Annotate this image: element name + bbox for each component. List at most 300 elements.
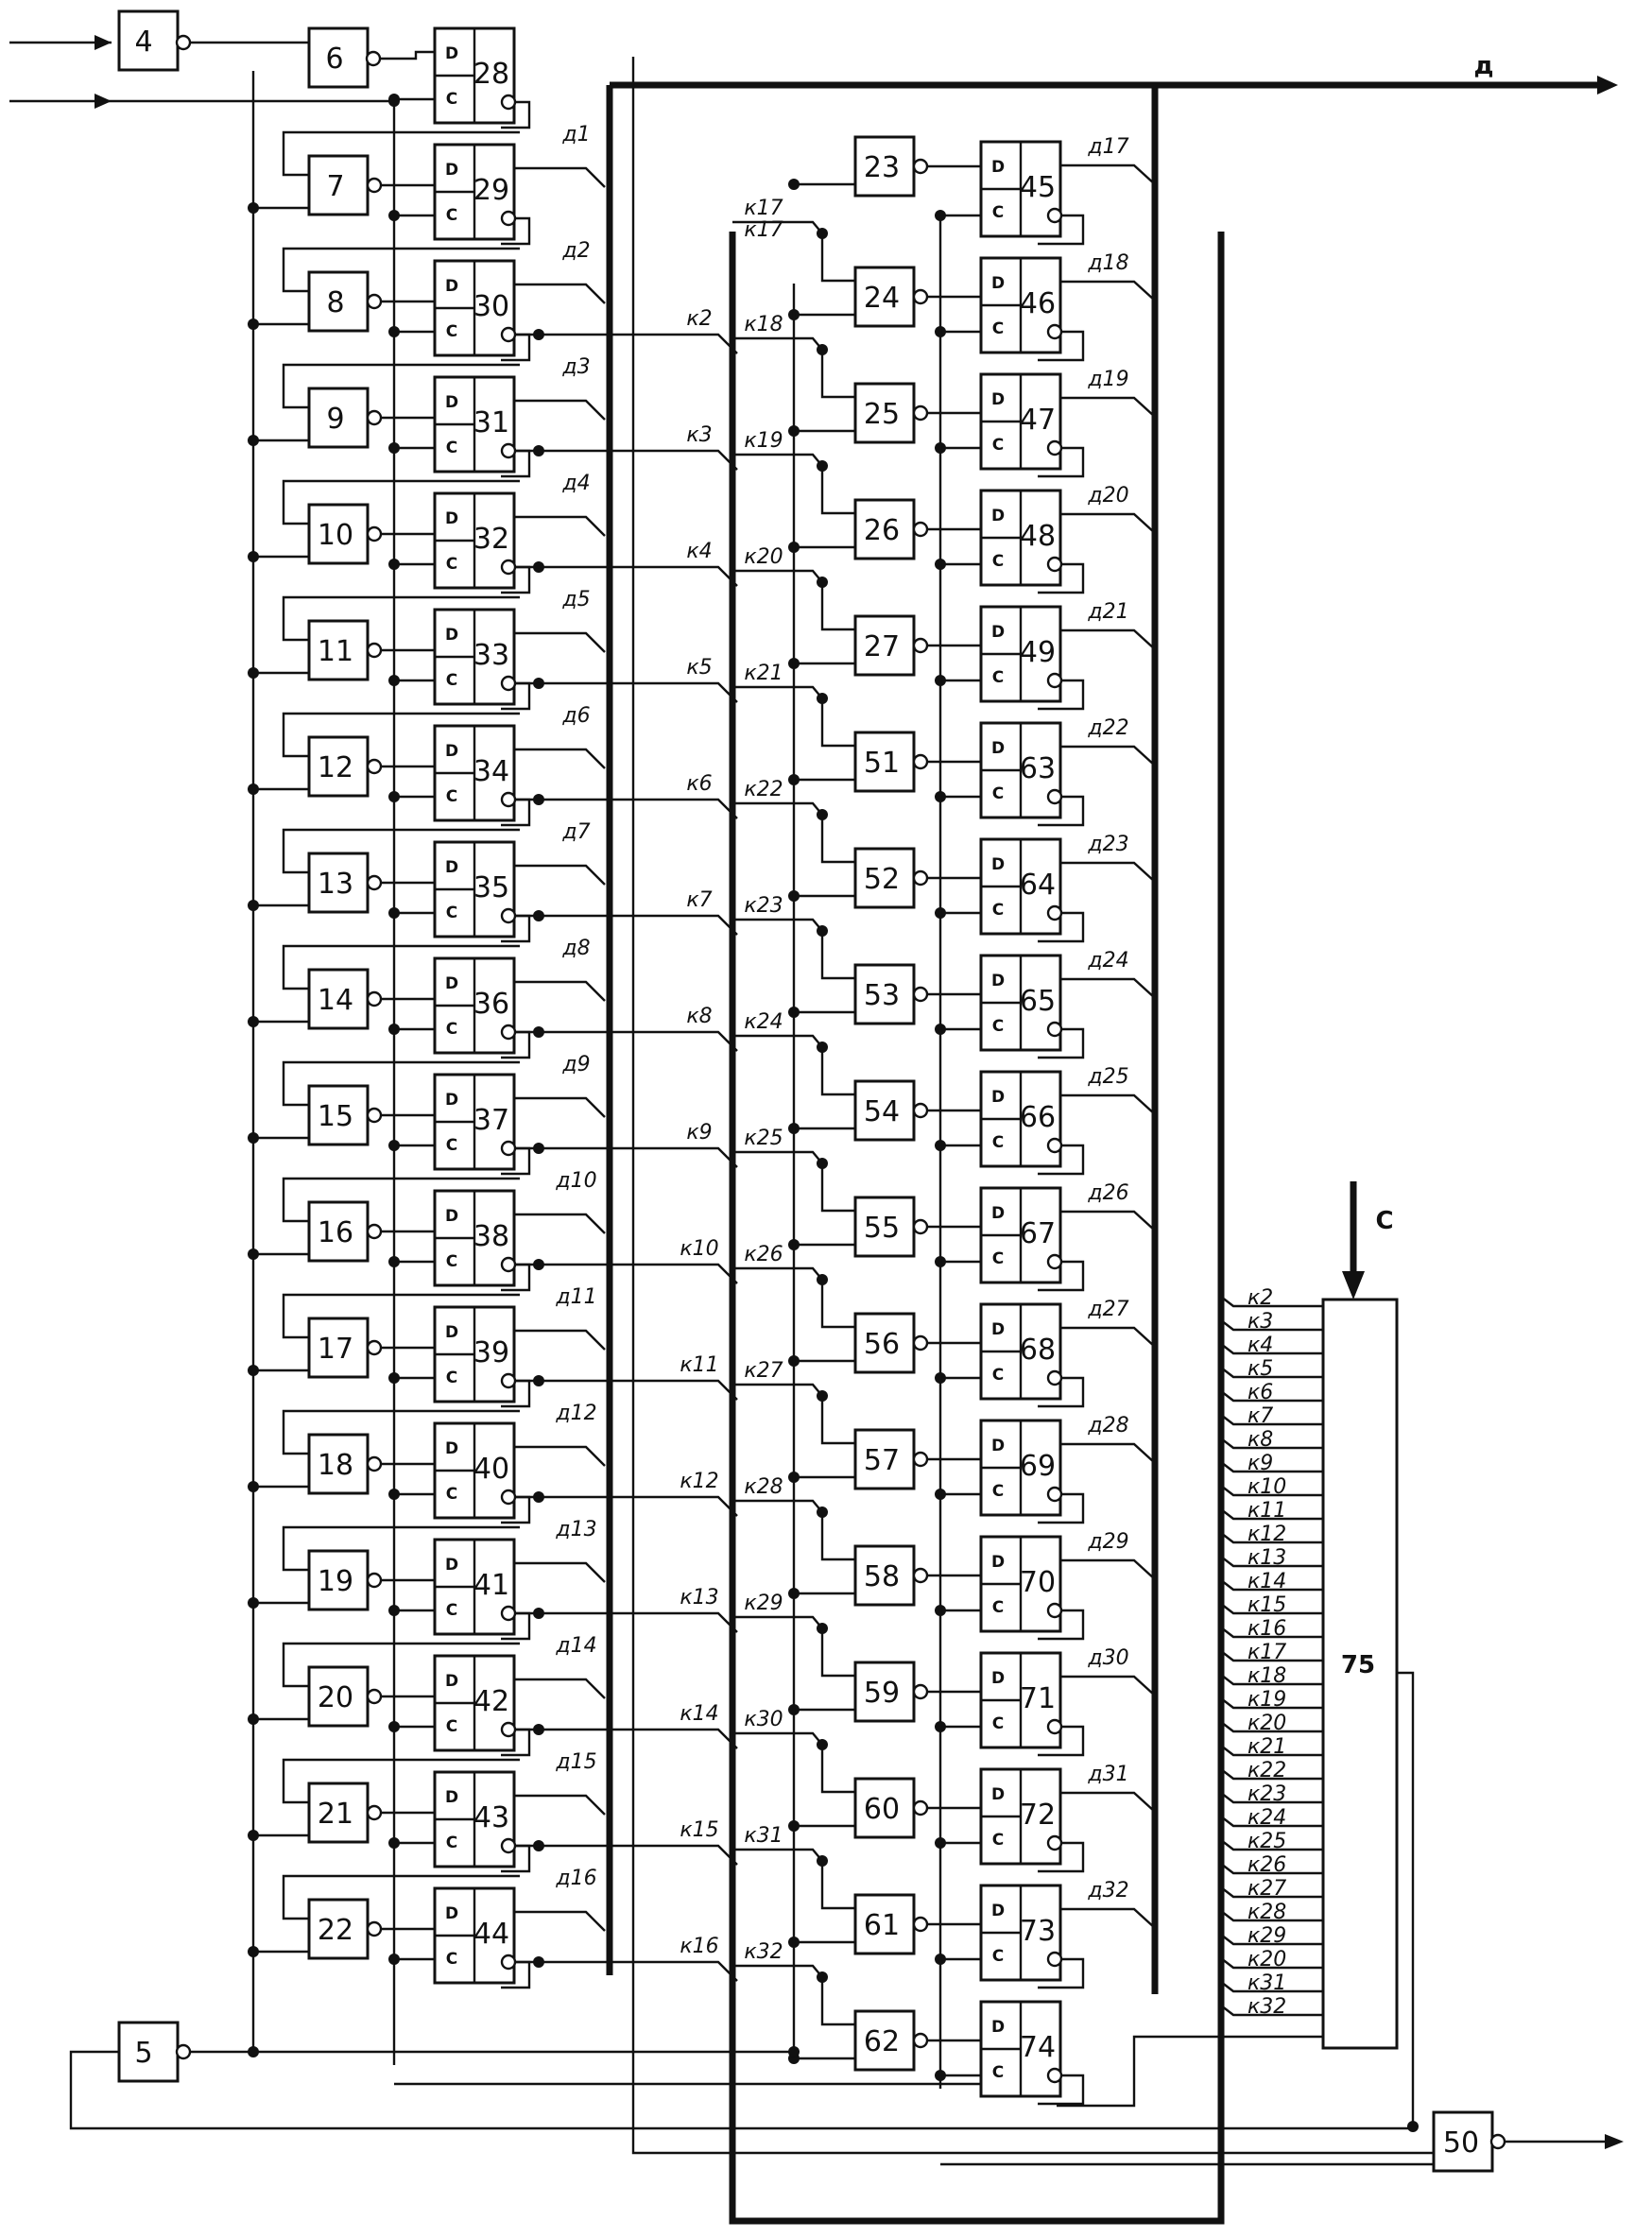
- label-к23: к23: [744, 894, 783, 918]
- flipflop-48-pin-c: C: [991, 552, 1005, 571]
- flipflop-32-pin-d: D: [444, 509, 459, 528]
- label-д7: д7: [562, 820, 591, 844]
- junction-dot: [817, 344, 828, 355]
- inverter-bubble: [368, 644, 381, 657]
- input-75-11: к13: [1248, 1546, 1287, 1570]
- wire: [1060, 1212, 1155, 1231]
- wire: [515, 1846, 737, 1865]
- wire: [514, 517, 605, 536]
- gate-26-label: 26: [863, 514, 901, 547]
- flipflop-45-pin-c: C: [991, 203, 1005, 222]
- inverter-bubble: [368, 1457, 381, 1471]
- gate-55-label: 55: [863, 1212, 901, 1245]
- inverter-bubble: [914, 988, 927, 1001]
- flipflop-38-pin-d: D: [444, 1207, 459, 1226]
- junction-dot: [817, 1506, 828, 1518]
- wire: [514, 1447, 605, 1466]
- flipflop-71-label: 71: [1019, 1682, 1057, 1715]
- gate-57-label: 57: [863, 1444, 901, 1477]
- flipflop-46-pin-c: C: [991, 319, 1005, 338]
- inverter-bubble: [1048, 1255, 1061, 1268]
- inverter-bubble: [1048, 558, 1061, 571]
- flipflop-29-label: 29: [473, 174, 510, 207]
- inverter-bubble: [368, 1806, 381, 1819]
- junction-dot: [248, 1132, 259, 1144]
- unit-5-label: 5: [134, 2037, 153, 2070]
- wire: [515, 451, 737, 470]
- label-к4: к4: [686, 540, 713, 563]
- label-к20: к20: [744, 545, 783, 569]
- gate-23-label: 23: [863, 151, 901, 184]
- junction-dot: [788, 179, 800, 190]
- junction-dot: [248, 1016, 259, 1027]
- label-д17: д17: [1088, 135, 1129, 159]
- input-75-20: к22: [1248, 1759, 1287, 1782]
- label-д27: д27: [1088, 1298, 1129, 1321]
- label-д30: д30: [1088, 1646, 1129, 1670]
- flipflop-29-pin-d: D: [444, 161, 459, 180]
- flipflop-70-pin-d: D: [990, 1553, 1006, 1572]
- flipflop-28-pin-c: C: [445, 90, 458, 109]
- junction-dot: [788, 2046, 800, 2057]
- input-75-3: к5: [1248, 1357, 1274, 1381]
- gate-15-label: 15: [317, 1100, 354, 1133]
- label-д9: д9: [562, 1053, 591, 1076]
- label-к13: к13: [680, 1586, 719, 1610]
- label-д29: д29: [1088, 1530, 1129, 1554]
- flipflop-74-pin-d: D: [990, 2018, 1006, 2037]
- flipflop-36-pin-c: C: [445, 1020, 458, 1039]
- gate-24-label: 24: [863, 282, 901, 315]
- inverter-bubble: [368, 876, 381, 889]
- flipflop-37-label: 37: [473, 1104, 510, 1137]
- junction-dot: [248, 1946, 259, 1957]
- gate-22-label: 22: [317, 1914, 354, 1947]
- wire: [1060, 863, 1155, 882]
- wire: [1060, 514, 1155, 533]
- gate-17-label: 17: [317, 1333, 354, 1366]
- label-к7: к7: [686, 888, 713, 912]
- label-д6: д6: [562, 704, 591, 728]
- flipflop-49-pin-c: C: [991, 668, 1005, 687]
- inverter-bubble: [1491, 2135, 1505, 2148]
- label-д16: д16: [556, 1867, 597, 1890]
- inverter-bubble: [502, 793, 515, 806]
- inverter-bubble: [914, 1104, 927, 1117]
- units: [119, 11, 1505, 2171]
- wire: [1060, 1444, 1155, 1463]
- junction-dot: [248, 1830, 259, 1841]
- label-к2: к2: [686, 307, 713, 331]
- flipflop-43-pin-d: D: [444, 1788, 459, 1807]
- junction-dot: [388, 791, 400, 802]
- flipflop-73-pin-d: D: [990, 1902, 1006, 1920]
- label-к18: к18: [744, 313, 783, 336]
- flipflop-42-pin-c: C: [445, 1717, 458, 1736]
- wire: [1060, 979, 1155, 998]
- label-д20: д20: [1088, 484, 1129, 508]
- flipflop-40-pin-c: C: [445, 1485, 458, 1504]
- gate-58-label: 58: [863, 1560, 901, 1593]
- label-к3: к3: [686, 423, 713, 447]
- flipflop-66-label: 66: [1019, 1101, 1057, 1134]
- flipflop-36-pin-d: D: [444, 974, 459, 993]
- junction-dot: [248, 435, 259, 446]
- input-75-29: к31: [1248, 1971, 1287, 1995]
- wire: [1060, 282, 1155, 301]
- unit-4-label: 4: [134, 26, 153, 59]
- wire: [515, 1265, 737, 1283]
- flipflop-44-pin-c: C: [445, 1950, 458, 1969]
- wire: [515, 916, 737, 935]
- wire: [1060, 1677, 1155, 1696]
- label-к17: к17: [744, 218, 783, 242]
- junction-dot: [248, 318, 259, 330]
- junction-dot: [388, 210, 400, 221]
- wire: [515, 1032, 737, 1051]
- flipflop-68-pin-d: D: [990, 1320, 1006, 1339]
- flipflop-63-pin-c: C: [991, 784, 1005, 803]
- flipflop-40-label: 40: [473, 1453, 510, 1486]
- flipflop-32-label: 32: [473, 523, 510, 556]
- junction-dot: [248, 1713, 259, 1725]
- wire: [514, 982, 605, 1001]
- inverter-bubble: [368, 1225, 381, 1238]
- inverter-bubble: [914, 160, 927, 173]
- unit-6-label: 6: [325, 43, 344, 76]
- label-к19: к19: [744, 429, 783, 453]
- inverter-bubble: [914, 1801, 927, 1815]
- wire: [1397, 1673, 1413, 2126]
- gate-59-label: 59: [863, 1677, 901, 1710]
- flipflop-65-pin-c: C: [991, 1017, 1005, 1036]
- flipflop-72-pin-d: D: [990, 1785, 1006, 1804]
- flipflop-29-pin-c: C: [445, 206, 458, 225]
- wire: [514, 1098, 605, 1117]
- flipflop-67-label: 67: [1019, 1217, 1057, 1250]
- flipflop-49-pin-d: D: [990, 623, 1006, 642]
- input-75-7: к9: [1248, 1452, 1274, 1475]
- flipflop-69-pin-d: D: [990, 1437, 1006, 1455]
- gate-12-label: 12: [317, 751, 354, 784]
- inverter-bubble: [1048, 1139, 1061, 1152]
- flipflop-40-pin-d: D: [444, 1439, 459, 1458]
- flipflop-46-label: 46: [1019, 287, 1057, 320]
- inverter-bubble: [502, 1839, 515, 1852]
- flipflop-34-pin-c: C: [445, 787, 458, 806]
- wire: [1060, 1793, 1155, 1812]
- wire: [1057, 2037, 1323, 2106]
- flipflop-64-pin-c: C: [991, 901, 1005, 920]
- input-75-25: к27: [1248, 1877, 1287, 1901]
- inverter-bubble: [1048, 1953, 1061, 1966]
- label-к24: к24: [744, 1010, 783, 1034]
- flipflop-32-pin-c: C: [445, 555, 458, 574]
- label-д31: д31: [1088, 1763, 1129, 1786]
- input-75-26: к28: [1248, 1901, 1287, 1924]
- flipflop-66-pin-c: C: [991, 1133, 1005, 1152]
- junction-dot: [388, 675, 400, 686]
- inverter-bubble: [914, 639, 927, 652]
- junction-dot: [817, 693, 828, 704]
- junction-dot: [388, 1605, 400, 1616]
- gate-18-label: 18: [317, 1449, 354, 1482]
- label-к16: к16: [680, 1935, 719, 1958]
- flipflop-42-label: 42: [473, 1685, 510, 1718]
- label-к5: к5: [686, 656, 713, 680]
- gate-11-label: 11: [317, 635, 354, 668]
- label-д21: д21: [1088, 600, 1129, 624]
- label-д5: д5: [562, 588, 591, 611]
- gate-52-label: 52: [863, 863, 901, 896]
- inverter-bubble: [502, 677, 515, 690]
- input-75-16: к18: [1248, 1664, 1287, 1688]
- junction-dot: [248, 1597, 259, 1609]
- unit-50-label: 50: [1442, 2126, 1480, 2160]
- junction-dot: [248, 551, 259, 562]
- gate-54-label: 54: [863, 1095, 901, 1128]
- label-д4: д4: [562, 472, 591, 495]
- flipflop-38-pin-c: C: [445, 1252, 458, 1271]
- label-к30: к30: [744, 1708, 783, 1731]
- wire: [515, 800, 737, 818]
- flipflop-69-pin-c: C: [991, 1482, 1005, 1501]
- flipflop-30-pin-d: D: [444, 277, 459, 296]
- input-75-0: к2: [1248, 1286, 1274, 1310]
- label-к26: к26: [744, 1243, 783, 1266]
- flipflop-47-label: 47: [1019, 404, 1057, 437]
- inverter-bubble: [368, 1341, 381, 1354]
- junction-dot: [248, 1481, 259, 1492]
- input-75-12: к14: [1248, 1570, 1287, 1593]
- inverter-bubble: [1048, 1023, 1061, 1036]
- flipflop-65-pin-d: D: [990, 972, 1006, 990]
- input-75-14: к16: [1248, 1617, 1287, 1641]
- wire: [1060, 747, 1155, 766]
- inverter-bubble: [502, 560, 515, 574]
- gate-7-label: 7: [326, 170, 345, 203]
- inverter-bubble: [1048, 790, 1061, 803]
- wire: [1060, 630, 1155, 649]
- c-label: С: [1375, 1207, 1394, 1235]
- junction-dot: [388, 907, 400, 919]
- input-75-13: к15: [1248, 1593, 1287, 1617]
- label-к8: к8: [686, 1005, 713, 1028]
- label-к21: к21: [744, 662, 783, 685]
- flipflop-70-pin-c: C: [991, 1598, 1005, 1617]
- junction-dot: [388, 1140, 400, 1151]
- label-д1: д1: [562, 123, 591, 146]
- label-к6: к6: [686, 772, 713, 796]
- wire: [71, 2052, 1418, 2128]
- inverter-bubble: [502, 1490, 515, 1504]
- flipflop-35-pin-c: C: [445, 904, 458, 922]
- flipflop-37-pin-c: C: [445, 1136, 458, 1155]
- gate-21-label: 21: [317, 1798, 354, 1831]
- flipflop-72-pin-c: C: [991, 1831, 1005, 1850]
- flipflop-45-pin-d: D: [990, 158, 1006, 177]
- junction-dot: [248, 1248, 259, 1260]
- inverter-bubble: [502, 909, 515, 922]
- gate-53-label: 53: [863, 979, 901, 1012]
- flipflop-45-label: 45: [1019, 171, 1057, 204]
- junction-dot: [248, 202, 259, 214]
- inverter-bubble: [1048, 674, 1061, 687]
- junction-dot: [388, 1489, 400, 1500]
- inverter-bubble: [502, 1142, 515, 1155]
- flipflop-70-label: 70: [1019, 1566, 1057, 1599]
- inverter-bubble: [914, 1220, 927, 1233]
- flipflop-46-pin-d: D: [990, 274, 1006, 293]
- flipflop-37-pin-d: D: [444, 1091, 459, 1110]
- wire: [1060, 398, 1155, 417]
- flipflop-33-pin-d: D: [444, 626, 459, 645]
- flipflop-34-pin-d: D: [444, 742, 459, 761]
- flipflop-68-label: 68: [1019, 1334, 1057, 1367]
- junction-dot: [817, 1390, 828, 1402]
- input-75-19: к21: [1248, 1735, 1287, 1759]
- input-75-23: к25: [1248, 1830, 1287, 1853]
- inverter-bubble: [1048, 209, 1061, 222]
- junction-dot: [1407, 2121, 1419, 2132]
- label-к25: к25: [744, 1127, 783, 1150]
- label-к29: к29: [744, 1592, 783, 1615]
- label-д12: д12: [556, 1402, 597, 1425]
- junction-dot: [817, 925, 828, 937]
- flipflop-35-label: 35: [473, 871, 510, 904]
- inverter-bubble: [502, 328, 515, 341]
- label-д10: д10: [556, 1169, 597, 1193]
- junction-dot: [817, 1855, 828, 1867]
- input-75-1: к3: [1248, 1310, 1274, 1334]
- inverter-bubble: [1048, 1604, 1061, 1617]
- inverter-bubble: [368, 295, 381, 308]
- flipflop-28-pin-d: D: [444, 44, 459, 63]
- junction-dot: [248, 2046, 259, 2057]
- flipflop-63-pin-d: D: [990, 739, 1006, 758]
- out-arrow: [1605, 2134, 1624, 2149]
- inverter-bubble: [502, 95, 515, 109]
- junction-dot: [388, 1024, 400, 1035]
- flipflop-69-label: 69: [1019, 1450, 1057, 1483]
- gate-14-label: 14: [317, 984, 354, 1017]
- inverter-bubble: [1048, 1371, 1061, 1385]
- input-75-15: к17: [1248, 1641, 1287, 1664]
- wire: [1060, 1095, 1155, 1114]
- inverter-bubble: [177, 2045, 190, 2058]
- junction-dot: [388, 326, 400, 337]
- gate-62-label: 62: [863, 2025, 901, 2058]
- inverter-bubble: [914, 290, 927, 303]
- junction-dot: [388, 442, 400, 454]
- wire: [380, 52, 435, 59]
- junction-dot: [388, 1954, 400, 1965]
- inverter-bubble: [914, 1569, 927, 1582]
- input-75-27: к29: [1248, 1924, 1287, 1948]
- flipflop-35-pin-d: D: [444, 858, 459, 877]
- input-75-6: к8: [1248, 1428, 1274, 1452]
- inverter-bubble: [502, 1607, 515, 1620]
- flipflop-47-pin-c: C: [991, 436, 1005, 455]
- input-75-30: к32: [1248, 1995, 1287, 2019]
- gate-13-label: 13: [317, 868, 354, 901]
- junction-dot: [817, 460, 828, 472]
- flipflop-38-label: 38: [473, 1220, 510, 1253]
- junction-dot: [248, 783, 259, 795]
- input-75-24: к26: [1248, 1853, 1287, 1877]
- input-75-18: к20: [1248, 1712, 1287, 1735]
- gate-19-label: 19: [317, 1565, 354, 1598]
- junction-dot: [388, 1372, 400, 1384]
- label-к10: к10: [680, 1237, 719, 1261]
- wire: [514, 749, 605, 768]
- label-к14: к14: [680, 1702, 719, 1726]
- flipflop-31-label: 31: [473, 406, 510, 439]
- label-к11: к11: [680, 1353, 719, 1377]
- input-75-28: к20: [1248, 1948, 1287, 1971]
- wire: [514, 168, 605, 187]
- arrow-head: [95, 35, 112, 50]
- inverter-bubble: [1048, 441, 1061, 455]
- gate-9-label: 9: [326, 403, 345, 436]
- input-75-8: к10: [1248, 1475, 1287, 1499]
- inverter-bubble: [914, 406, 927, 420]
- flipflop-74-label: 74: [1019, 2031, 1057, 2064]
- inverter-bubble: [502, 1374, 515, 1387]
- flipflop-44-label: 44: [473, 1918, 510, 1951]
- flipflop-48-pin-d: D: [990, 507, 1006, 525]
- junction-dot: [248, 1365, 259, 1376]
- label-к32: к32: [744, 1940, 783, 1964]
- gate-56-label: 56: [863, 1328, 901, 1361]
- gate-10-label: 10: [317, 519, 354, 552]
- junction-dot: [817, 1274, 828, 1285]
- flipflop-71-pin-c: C: [991, 1714, 1005, 1733]
- inverter-bubble: [368, 527, 381, 541]
- inverter-bubble: [177, 36, 190, 49]
- junction-dot: [248, 900, 259, 911]
- junction-dot: [817, 1739, 828, 1750]
- wire: [514, 1912, 605, 1931]
- flipflop-71-pin-d: D: [990, 1669, 1006, 1688]
- label-д15: д15: [556, 1750, 597, 1774]
- bus-label: д: [1473, 52, 1494, 80]
- input-75-9: к11: [1248, 1499, 1287, 1523]
- flipflop-39-pin-d: D: [444, 1323, 459, 1342]
- junction-dot: [817, 1623, 828, 1634]
- wire: [515, 1613, 737, 1632]
- wire: [514, 401, 605, 420]
- inverter-bubble: [914, 2034, 927, 2047]
- wire: [1060, 1328, 1155, 1347]
- junction-dot: [388, 559, 400, 570]
- wire: [515, 567, 737, 586]
- inverter-bubble: [502, 1723, 515, 1736]
- inverter-bubble: [502, 444, 515, 457]
- label-д19: д19: [1088, 368, 1129, 391]
- flipflop-74-pin-c: C: [991, 2063, 1005, 2082]
- label-к17: к17: [744, 197, 783, 220]
- flipflop-34-label: 34: [473, 755, 510, 788]
- inverter-bubble: [502, 1025, 515, 1039]
- wire: [515, 683, 737, 702]
- flipflop-39-pin-c: C: [445, 1369, 458, 1387]
- gate-60-label: 60: [863, 1793, 901, 1826]
- label-д14: д14: [556, 1634, 597, 1658]
- inverter-bubble: [368, 1574, 381, 1587]
- c-input-arrowhead: [1342, 1271, 1365, 1300]
- label-к27: к27: [744, 1359, 783, 1383]
